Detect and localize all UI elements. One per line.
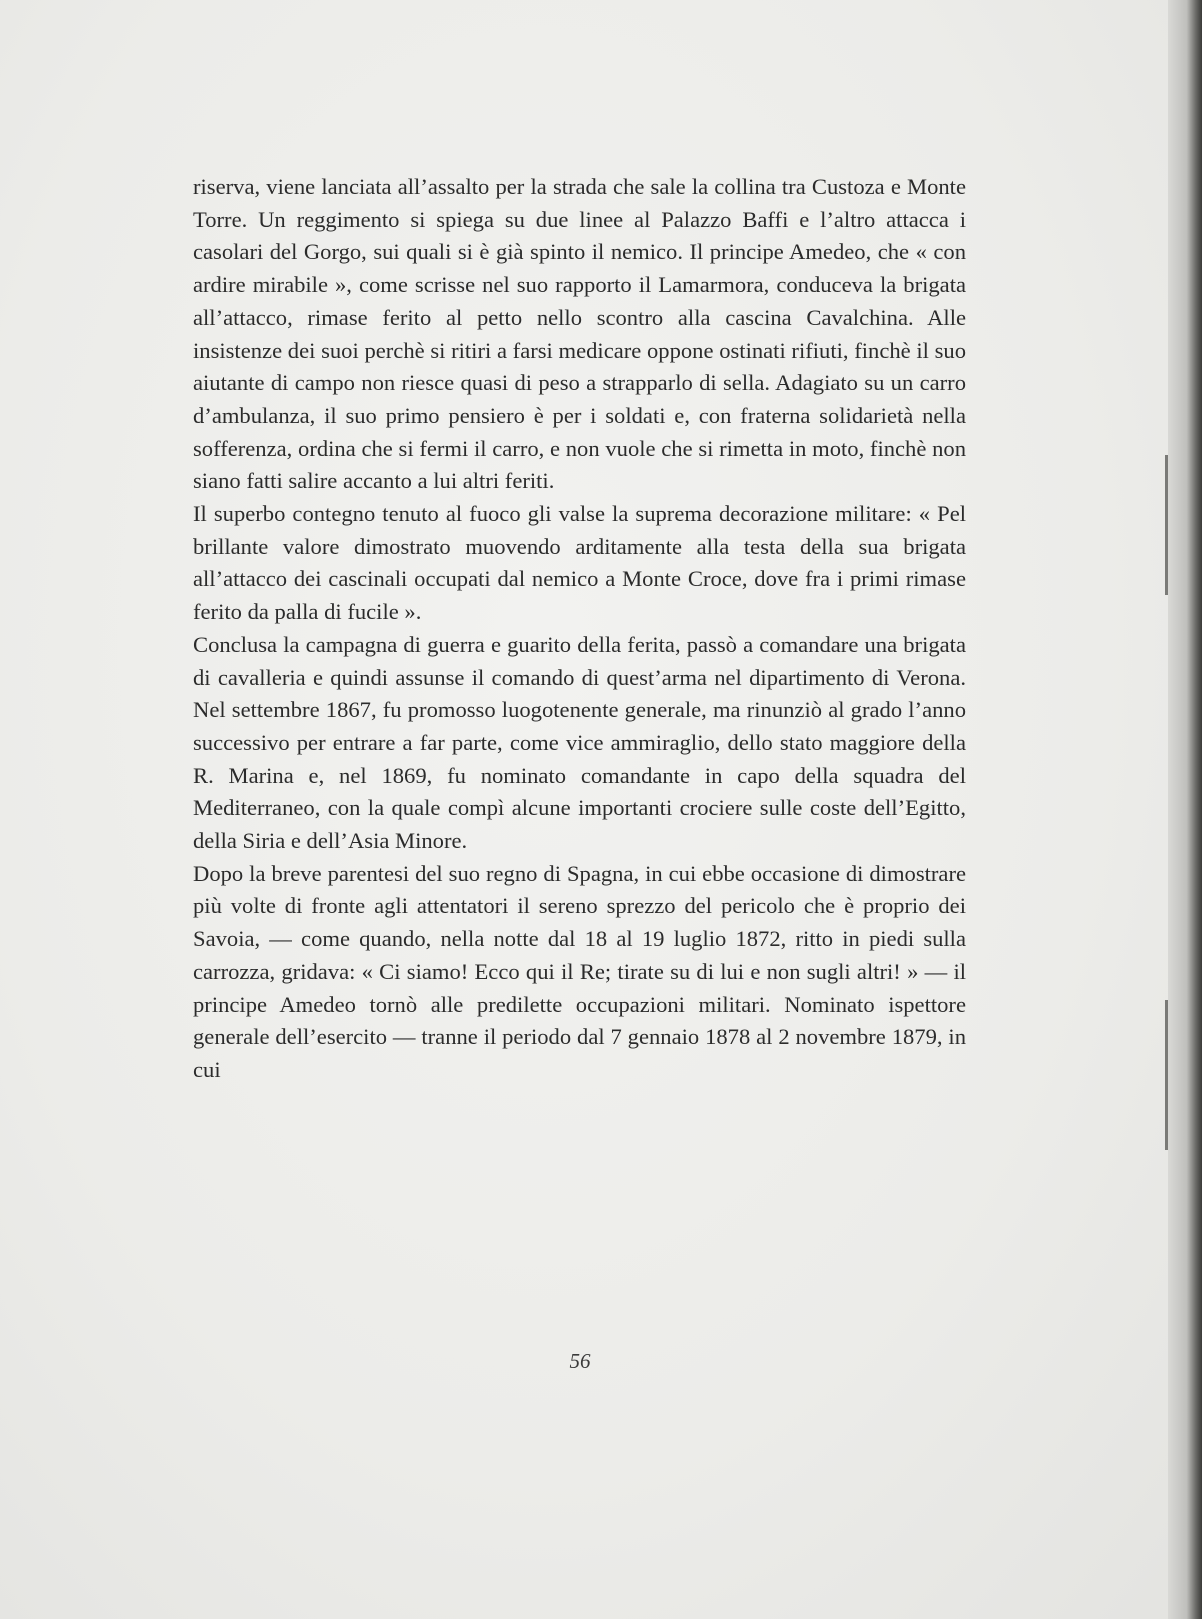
- paragraph: Il superbo contegno tenuto al fuoco gli valse la suprema decorazione militare: « Pel brillante valore dimostrato muovendo arditamente alla testa della sua brigata all’attacco dei cascinali occupati dal nemico a Monte Croce, dove fra i primi rimase ferito da palla di fucile ».: [193, 501, 966, 625]
- binding-mark: [1165, 455, 1168, 595]
- paragraph: Conclusa la campagna di guerra e guarito della ferita, passò a comandare una brigata di cavalleria e quindi assunse il comando di quest’arma nel dipartimento di Verona. Nel settembre 1867, fu promosso luogotenente generale, ma rinunziò al grado l’anno successivo per entrare a far parte, come vice ammiraglio, dello stato maggiore della R. Marina e, nel 1869, fu nominato comandante in capo della squadra del Mediterraneo, con la quale compì alcune importanti crociere sulle coste dell’Egitto, della Siria e dell’Asia Minore.: [193, 631, 966, 854]
- paragraph: Dopo la breve parentesi del suo regno di Spagna, in cui ebbe occasione di dimostrare più volte di fronte agli attentatori il sereno sprezzo del pericolo che è proprio dei Savoia, — come quando, nella notte dal 18 al 19 luglio 1872, ritto in piedi sulla carrozza, gridava: « Ci siamo! Ecco qui il Re; tirate su di lui e non sugli altri! » — il principe Amedeo tornò alle predilette occupazioni militari. Nominato ispettore generale dell’esercito — tranne il periodo dal 7 gennaio 1878 al 2 novembre 1879, in cui: [193, 860, 966, 1082]
- page-number: 56: [569, 1349, 591, 1373]
- binding-mark: [1165, 1000, 1168, 1150]
- body-text: [193, 171, 966, 1087]
- page-edge-shadow: [1168, 0, 1202, 1619]
- paragraph: riserva, viene lanciata all’assalto per la strada che sale la collina tra Custoza e Monte Torre. Un reggimento si spiega su due linee al Palazzo Baffi e l’altro attacca i casolari del Gorgo, sui quali si è già spinto il nemico. Il principe Amedeo, che « con ardire mirabile », come scrisse nel suo rapporto il Lamarmora, conduceva la brigata all’attacco, rimase ferito al petto nello scontro alla cascina Cavalchina. Alle insistenze dei suoi perchè si ritiri a farsi medicare oppone ostinati rifiuti, finchè il suo aiutante di campo non riesce quasi di peso a strapparlo di sella. Adagiato su un carro d’ambulanza, il suo primo pensiero è per i soldati e, con fraterna solidarietà nella sofferenza, ordina che si fermi il carro, e non vuole che si rimetta in moto, finchè non siano fatti salire accanto a lui altri feriti.: [193, 174, 966, 494]
